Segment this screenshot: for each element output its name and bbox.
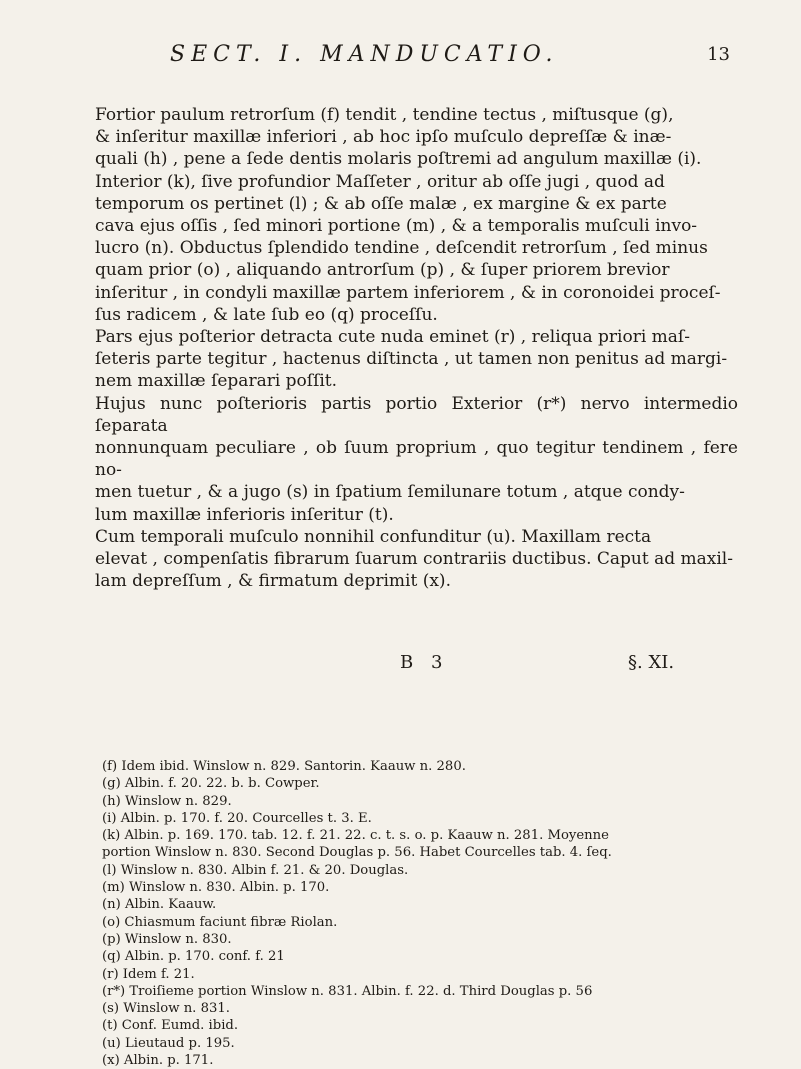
footnote: (n) Albin. Kaauw. — [102, 897, 217, 913]
text-line: nem maxillæ ſeparari poſſit. — [95, 371, 338, 392]
footnote: (h) Winslow n. 829. — [102, 793, 232, 809]
text-line: ſus radicem , & late ſub eo (q) proceſſu. — [95, 304, 438, 325]
text-line: quali (h) , pene a ſede dentis molaris poſtremi ad angulum maxillæ (i). — [95, 149, 702, 170]
footnote: (l) Winslow n. 830. Albin f. 21. & 20. Douglas. — [102, 862, 409, 878]
footnote: (m) Winslow n. 830. Albin. p. 170. — [102, 880, 330, 896]
text-line: & inſeritur maxillæ inferiori , ab hoc ipſo muſculo depreſſæ & inæ- — [95, 127, 672, 148]
text-line: ſeteris parte tegitur , hactenus diſtincta , ut tamen non penitus ad margi- — [95, 349, 728, 370]
text-line: elevat , compenſatis fibrarum ſuarum contrariis ductibus. Caput ad maxil- — [95, 549, 733, 570]
text-line: inſeritur , in condyli maxillæ partem inferiorem , & in coronoidei proceſ- — [95, 282, 721, 303]
page-number: 13 — [707, 44, 730, 65]
footnote: (k) Albin. p. 169. 170. tab. 12. f. 21. 22. c. t. s. o. p. Kaauw n. 281. Moyenne — [102, 828, 609, 844]
footnote: (s) Winslow n. 831. — [102, 1001, 230, 1017]
footnotes — [102, 758, 754, 1069]
text-line: nonnunquam peculiare , ob ſuum proprium , quo tegitur tendinem , fere no- — [95, 438, 738, 481]
footnote: (u) Lieutaud p. 195. — [102, 1035, 235, 1051]
footnote: (q) Albin. p. 170. conf. f. 21 — [102, 949, 285, 965]
footnote: (o) Chiasmum faciunt fibræ Riolan. — [102, 914, 338, 930]
text-line: Hujus nunc poſterioris partis portio Exterior (r*) nervo intermedio ſeparata — [95, 393, 738, 436]
text-line: Fortior paulum retrorſum (f) tendit , tendine tectus , miſtusque (g), — [95, 105, 674, 125]
footnote: (r) Idem f. 21. — [102, 966, 195, 982]
running-head — [170, 42, 730, 67]
text-line: Interior (k), ſive profundior Maſſeter , oritur ab oſſe jugi , quod ad — [95, 171, 665, 192]
footnote: (x) Albin. p. 171. — [102, 1053, 214, 1069]
running-title: SECT. I. MANDUCATIO. — [170, 42, 559, 67]
footnote: (i) Albin. p. 170. f. 20. Courcelles t. 3. E. — [102, 810, 372, 826]
text-line: men tuetur , & a jugo (s) in ſpatium ſemilunare totum , atque condy- — [95, 482, 685, 503]
text-line: temporum os pertinet (l) ; & ab oſſe malæ , ex margine & ex parte — [95, 193, 667, 214]
text-line: Pars ejus poſterior detracta cute nuda eminet (r) , reliqua priori maſ- — [95, 327, 690, 348]
signature-mark: B 3 — [400, 652, 449, 673]
text-line: Cum temporali muſculo nonnihil confunditur (u). Maxillam recta — [95, 526, 652, 547]
footnote: (r*) Troiſieme portion Winslow n. 831. Albin. f. 22. d. Third Douglas p. 56 — [102, 983, 593, 999]
footnote: (p) Winslow n. 830. — [102, 931, 232, 947]
text-line: cava ejus oſſis , ſed minori portione (m) , & a temporalis muſculi invo- — [95, 216, 698, 237]
footnote: (g) Albin. f. 20. 22. b. b. Cowper. — [102, 776, 320, 792]
catchword: §. XI. — [628, 652, 675, 673]
text-line: lum maxillæ inferioris inſeritur (t). — [95, 504, 394, 525]
catchline — [0, 652, 801, 682]
text-line: lucro (n). Obductus ſplendido tendine , deſcendit retrorſum , ſed minus — [95, 238, 708, 259]
text-line: lam depreſſum , & firmatum deprimit (x). — [95, 571, 451, 592]
text-line: quam prior (o) , aliquando antrorſum (p) , & ſuper priorem brevior — [95, 260, 670, 281]
main-text — [95, 104, 738, 592]
footnote: portion Winslow n. 830. Second Douglas p. 56. Habet Courcelles tab. 4. ſeq. — [102, 845, 612, 861]
footnote: (f) Idem ibid. Winslow n. 829. Santorin. Kaauw n. 280. — [102, 759, 466, 774]
footnote: (t) Conf. Eumd. ibid. — [102, 1018, 239, 1034]
